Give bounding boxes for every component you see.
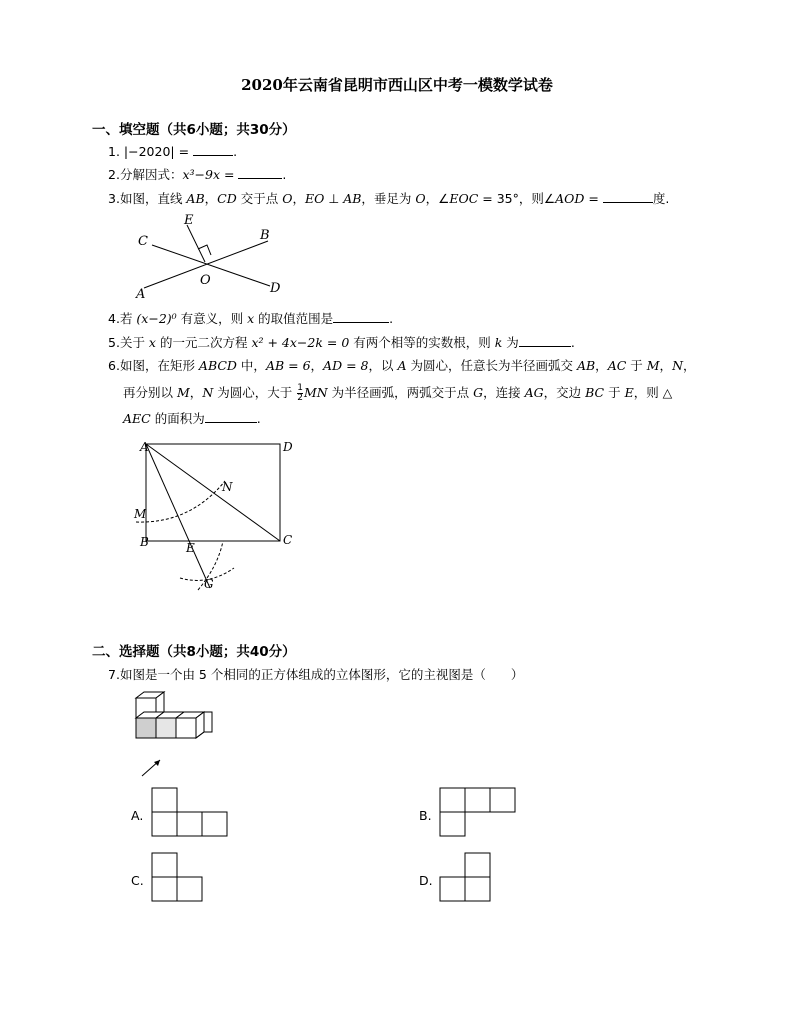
label-C: C [283, 533, 293, 547]
answer-blank [333, 310, 389, 323]
question-6-line-3: AEC 的面积为 . [123, 411, 261, 426]
figure-q7-cubes [124, 690, 224, 780]
option-A-figure[interactable] [150, 786, 230, 838]
option-C-label[interactable]: C. [131, 873, 144, 888]
question-5: 5.关于 x 的一元二次方程 x² + 4x−2k = 0 有两个相等的实数根，则 k 为 . [108, 335, 575, 350]
question-6-line-1: 6.如图，在矩形 ABCD 中，AB = 6，AD = 8，以 A 为圆心，任意长为半径画弧交 AB，AC 于 M，N， [108, 358, 696, 373]
document-title: 2020年云南省昆明市西山区中考一模数学试卷 [241, 76, 553, 94]
label-B: B [140, 535, 149, 549]
label-A: A [140, 440, 149, 454]
question-6-line-2: 再分别以 M，N 为圆心，大于 $\frac{1}{2}$ MN 为半径画弧，两弧交于点 G，连接 AG，交边 BC 于 E，则 △ [123, 383, 673, 403]
option-D-label[interactable]: D. [419, 873, 433, 888]
answer-blank [603, 190, 653, 203]
answer-blank [205, 410, 257, 423]
label-D: D [283, 440, 293, 454]
option-B-label[interactable]: B. [419, 808, 432, 823]
label-C: C [138, 234, 148, 249]
answer-blank [519, 334, 571, 347]
label-E: E [186, 541, 195, 555]
option-D-figure[interactable] [438, 851, 494, 903]
label-D: D [270, 281, 281, 296]
section-heading-choice: 二、选择题（共8小题；共40分） [92, 644, 296, 660]
question-7: 7.如图是一个由 5 个相同的正方体组成的立体图形，它的主视图是（ ） [108, 667, 524, 682]
label-M: M [134, 507, 147, 521]
question-3: 3.如图，直线 AB，CD 交于点 O，EO ⊥ AB，垂足为 O，∠EOC = 35°，则∠AOD = 度. [108, 191, 670, 206]
option-B-figure[interactable] [438, 786, 518, 838]
section-heading-fill-blank: 一、填空题（共6小题；共30分） [92, 122, 296, 138]
question-2: 2.分解因式：x³−9x = . [108, 167, 287, 182]
label-A: A [136, 287, 146, 302]
answer-blank [193, 143, 233, 156]
label-E: E [184, 213, 194, 228]
label-N: N [222, 480, 233, 494]
answer-blank [238, 166, 282, 179]
label-B: B [260, 228, 270, 243]
fraction-one-half: $\frac{1}{2}$ [297, 383, 303, 403]
option-C-figure[interactable] [150, 851, 206, 903]
figure-q6-rectangle [130, 436, 305, 596]
option-A-label[interactable]: A. [131, 808, 144, 823]
label-G: G [204, 577, 214, 591]
label-O: O [200, 273, 211, 288]
question-1: 1. |−2020| = . [108, 144, 238, 159]
question-4: 4.若 (x−2)⁰ 有意义，则 x 的取值范围是 . [108, 311, 394, 326]
figure-q3-intersecting-lines [130, 212, 290, 302]
